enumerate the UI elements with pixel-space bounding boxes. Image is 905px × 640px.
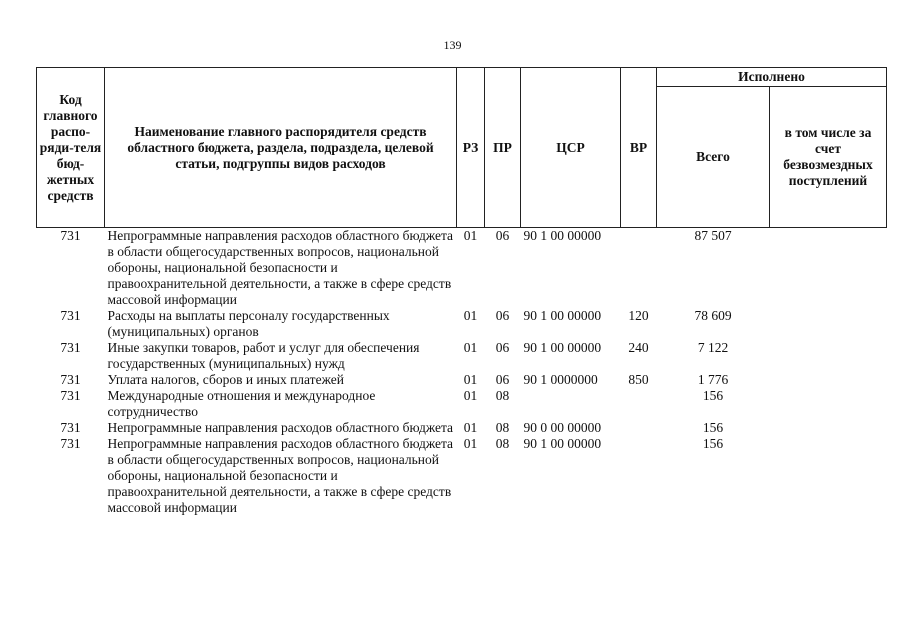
page-number: 139: [443, 38, 462, 52]
cell-gratuitous: [770, 420, 887, 436]
cell-name: Международные отношения и международное сотрудничество: [107, 388, 376, 419]
cell-vr: [621, 228, 657, 309]
cell-code: 731: [60, 436, 81, 451]
cell-total: 78 609: [694, 308, 732, 323]
header-total: Всего: [657, 87, 770, 228]
cell-rz: 01: [463, 340, 478, 355]
table-row: [37, 372, 887, 388]
cell-total: 156: [702, 388, 724, 403]
table-row: [37, 228, 887, 309]
cell-total: 1 776: [697, 372, 729, 387]
cell-rz: 01: [463, 436, 478, 451]
cell-csr: 90 0 00 00000: [523, 420, 602, 435]
cell-name: Расходы на выплаты персоналу государственных (муниципальных) органов: [107, 308, 390, 339]
cell-total: 156: [702, 436, 724, 451]
header-vr: ВР: [621, 68, 657, 228]
expenditure-table: [36, 67, 887, 516]
table-row: [37, 308, 887, 340]
header-pr: ПР: [485, 68, 521, 228]
cell-total: 7 122: [697, 340, 729, 355]
cell-pr: 06: [495, 340, 510, 355]
cell-code: 731: [60, 308, 81, 323]
header-name: Наименование главного распорядителя средств областного бюджета, раздела, подраздела, целевой статьи, подгруппы видов расходов: [105, 68, 457, 228]
cell-code: 731: [60, 228, 81, 243]
header-gratuitous: в том числе за счет безвозмездных поступлений: [770, 87, 887, 228]
header-executed: Исполнено: [657, 68, 887, 87]
cell-pr: 06: [495, 308, 510, 323]
cell-csr: 90 1 00 00000: [523, 340, 602, 355]
cell-csr: 90 1 00 00000: [523, 308, 602, 323]
cell-rz: 01: [463, 420, 478, 435]
cell-vr: 850: [628, 372, 649, 387]
cell-name: Непрограммные направления расходов областного бюджета в области общегосударственных вопросов, национальной обороны, национальной безопасности и правоохранительной деятельности, а также в сфере средств массовой информации: [107, 228, 454, 307]
cell-gratuitous: [770, 308, 887, 340]
header-code: Код главного распо-ряди-теля бюд-жетных средств: [37, 68, 105, 228]
cell-vr: [621, 420, 657, 436]
cell-name: Непрограммные направления расходов областного бюджета в области общегосударственных вопросов, национальной обороны, национальной безопасности и правоохранительной деятельности, а также в сфере средств массовой информации: [107, 436, 454, 515]
cell-rz: 01: [463, 228, 478, 243]
cell-rz: 01: [463, 308, 478, 323]
table-row: [37, 388, 887, 420]
cell-rz: 01: [463, 388, 478, 403]
header-rz: РЗ: [457, 68, 485, 228]
cell-code: 731: [60, 388, 81, 403]
cell-gratuitous: [770, 340, 887, 372]
cell-code: 731: [60, 420, 81, 435]
cell-name: Уплата налогов, сборов и иных платежей: [107, 372, 344, 387]
cell-name: Иные закупки товаров, работ и услуг для обеспечения государственных (муниципальных) нужд: [107, 340, 420, 371]
cell-code: 731: [60, 372, 81, 387]
cell-total: 87 507: [694, 228, 732, 243]
cell-vr: 120: [628, 308, 649, 323]
cell-pr: 08: [495, 388, 510, 403]
cell-pr: 06: [495, 228, 510, 243]
cell-rz: 01: [463, 372, 478, 387]
cell-name: Непрограммные направления расходов областного бюджета: [107, 420, 454, 435]
cell-code: 731: [60, 340, 81, 355]
cell-vr: [621, 388, 657, 420]
cell-gratuitous: [770, 436, 887, 516]
cell-pr: 08: [495, 436, 510, 451]
cell-vr: [621, 436, 657, 516]
cell-total: 156: [702, 420, 724, 435]
cell-pr: 06: [495, 372, 510, 387]
cell-csr: 90 1 0000000: [523, 372, 598, 387]
table-row: [37, 340, 887, 372]
cell-gratuitous: [770, 372, 887, 388]
cell-csr: 90 1 00 00000: [523, 228, 602, 243]
cell-gratuitous: [770, 388, 887, 420]
cell-gratuitous: [770, 228, 887, 309]
cell-vr: 240: [628, 340, 649, 355]
header-csr: ЦСР: [521, 68, 621, 228]
table-row: [37, 436, 887, 516]
cell-csr: 90 1 00 00000: [523, 436, 602, 451]
table-row: [37, 420, 887, 436]
cell-pr: 08: [495, 420, 510, 435]
cell-csr: [521, 388, 621, 420]
